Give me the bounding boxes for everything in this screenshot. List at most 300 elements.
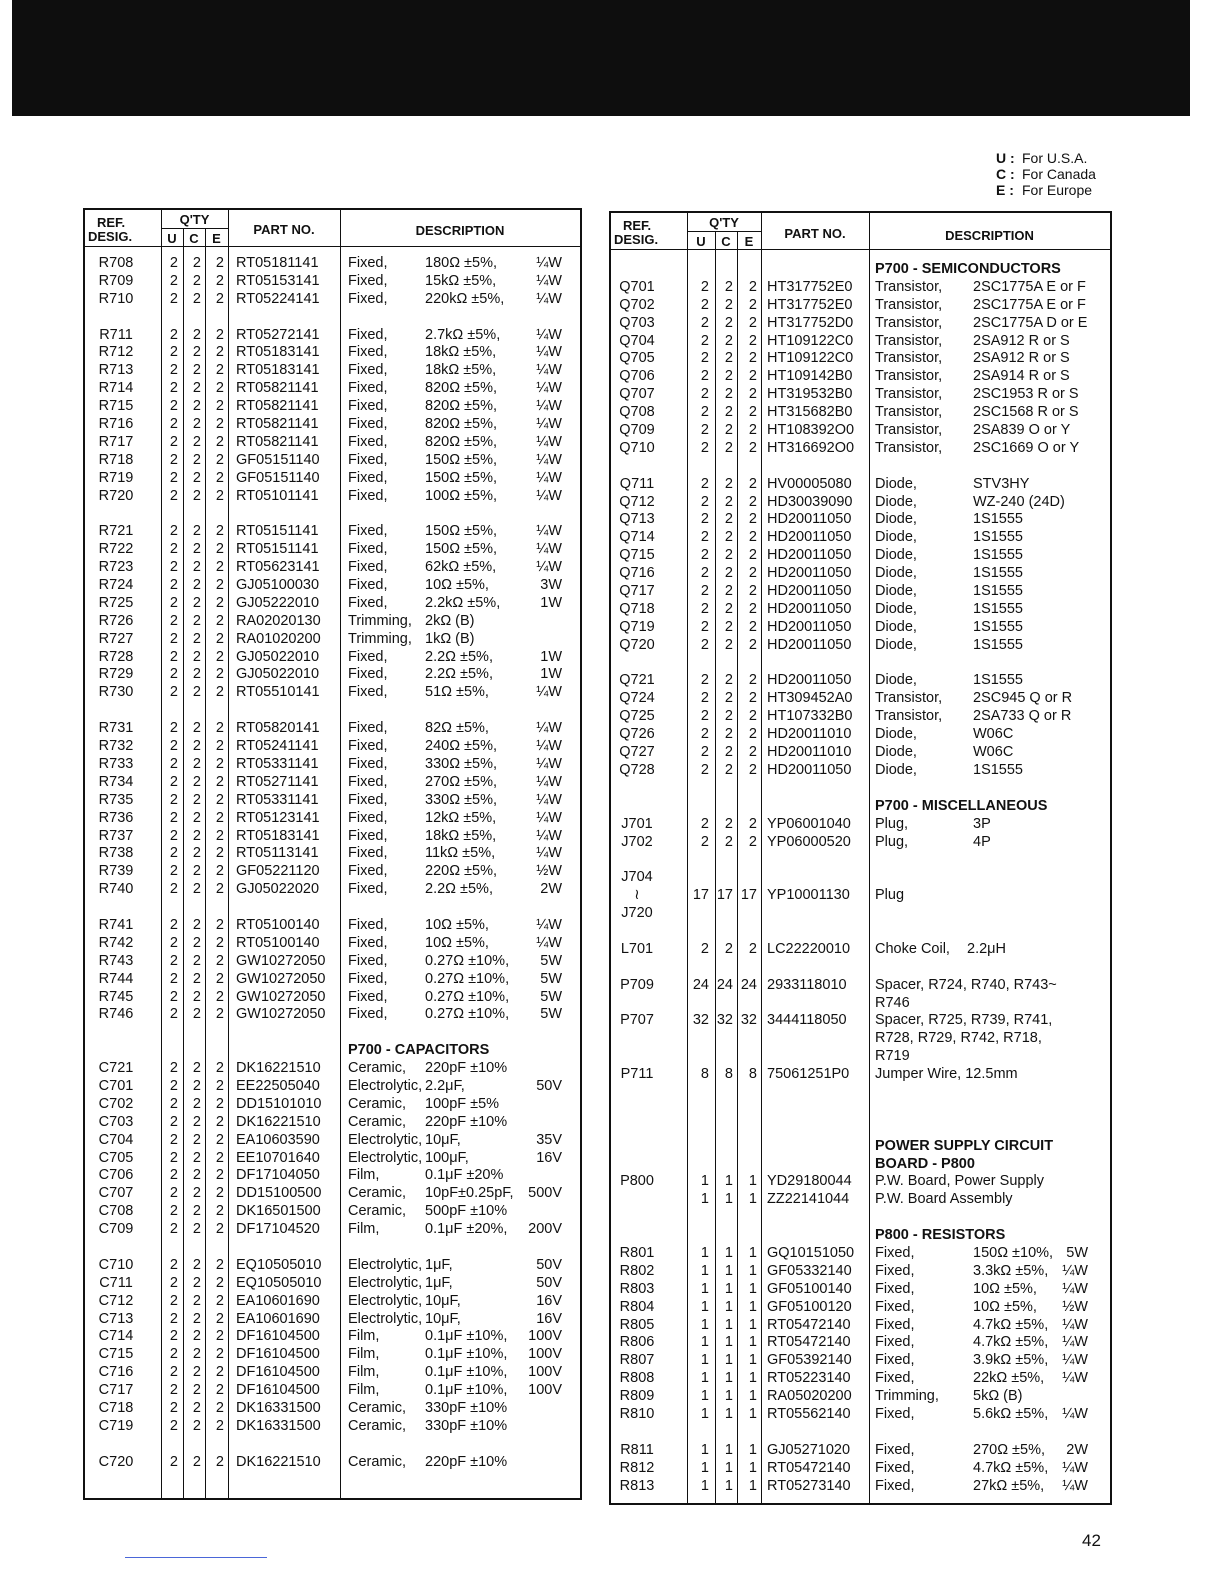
part-no: RT05183141 xyxy=(236,344,320,361)
desc-type: Diode, xyxy=(875,761,917,778)
qty-e: 1 xyxy=(748,1280,757,1297)
table-row xyxy=(85,1454,580,1472)
desc-value: 150Ω ±5%, xyxy=(425,523,498,540)
desc-value: 10Ω ±5%, xyxy=(425,916,489,933)
part-no: GF05332140 xyxy=(767,1262,852,1279)
part-no: HD20011050 xyxy=(767,529,852,546)
ref-desig: R725 xyxy=(98,594,134,611)
spacer-row xyxy=(611,851,1110,869)
desc-value: 1μF, xyxy=(425,1274,453,1291)
table-row xyxy=(611,1478,1110,1496)
part-no: RT05151141 xyxy=(236,541,319,558)
ref-desig: R812 xyxy=(619,1459,655,1476)
table-row xyxy=(611,315,1110,333)
part-no: GJ05222010 xyxy=(236,594,320,611)
qty-u: 2 xyxy=(700,618,709,635)
qty-e: 2 xyxy=(215,1077,224,1094)
desc-value: 0.1μF ±10%, xyxy=(425,1346,508,1363)
ref-desig: R714 xyxy=(98,380,134,397)
qty-c: 2 xyxy=(724,744,733,761)
part-no: RT05821141 xyxy=(236,380,319,397)
qty-u: 1 xyxy=(700,1262,709,1279)
part-no: GF05392140 xyxy=(767,1352,852,1369)
qty-u: 2 xyxy=(169,1346,178,1363)
table-row xyxy=(85,1221,580,1239)
desc-value: 0.1μF ±10%, xyxy=(425,1364,508,1381)
qty-c: 1 xyxy=(724,1406,733,1422)
qty-c: 2 xyxy=(724,815,733,832)
qty-u: 2 xyxy=(700,940,709,957)
qty-e: 32 xyxy=(740,1012,757,1029)
spacer-row xyxy=(85,1024,580,1042)
desc-type: Fixed, xyxy=(348,845,388,862)
qty-c: 2 xyxy=(724,583,733,600)
desc-type: Electrolytic, xyxy=(348,1131,423,1148)
qty-u: 2 xyxy=(169,755,178,772)
ref-desig: P709 xyxy=(620,976,654,993)
qty-u: 1 xyxy=(700,1334,709,1351)
desc-type: Diode, xyxy=(875,726,917,743)
qty-e: 1 xyxy=(748,1298,757,1315)
part-no: HD20011050 xyxy=(767,636,852,653)
desc-type: Plug, xyxy=(875,833,909,850)
qty-c: 2 xyxy=(724,368,733,385)
part-no: GW10272050 xyxy=(236,952,326,969)
qty-c: 2 xyxy=(192,612,201,629)
part-no: RT05272141 xyxy=(236,326,320,343)
qty-u: 2 xyxy=(700,690,709,707)
qty-u: 2 xyxy=(169,970,178,987)
ref-desig: R717 xyxy=(98,433,134,450)
qty-c: 2 xyxy=(724,618,733,635)
desc-type: Fixed, xyxy=(875,1334,915,1351)
qty-u: 2 xyxy=(169,630,178,647)
ref-desig: R709 xyxy=(98,272,134,289)
ref-desig: C715 xyxy=(98,1346,134,1363)
desc-type: Fixed, xyxy=(348,916,388,933)
desc-value: 1S1555 xyxy=(973,547,1023,564)
desc-type: Diode, xyxy=(875,583,917,600)
desc-value: 82Ω ±5%, xyxy=(425,720,489,737)
desc-type: Transistor, xyxy=(875,296,943,313)
qty-c: 2 xyxy=(724,672,733,689)
qty-c: 1 xyxy=(724,1459,733,1476)
ref-desig: Q719 xyxy=(619,618,655,635)
table-row xyxy=(85,756,580,774)
desc-value: 10μF, xyxy=(425,1310,461,1327)
qty-c: 2 xyxy=(192,523,201,540)
ref-desig: R746 xyxy=(98,1006,134,1023)
table-row xyxy=(611,977,1110,995)
desc-value: STV3HY xyxy=(973,475,1030,492)
table-row xyxy=(85,989,580,1007)
qty-c: 2 xyxy=(192,630,201,647)
qty-e: 2 xyxy=(215,970,224,987)
desc-value: 0.27Ω ±10%, xyxy=(425,1006,510,1023)
ref-desig: Q704 xyxy=(619,332,655,349)
qty-e: 2 xyxy=(215,326,224,343)
ref-desig: Q705 xyxy=(619,350,655,367)
desc-value: 27kΩ ±5%, xyxy=(973,1477,1045,1494)
part-no: RT05183141 xyxy=(236,827,320,844)
qty-c: 2 xyxy=(192,577,201,594)
desc-type: Film, xyxy=(348,1221,380,1238)
qty-e: 2 xyxy=(215,1203,224,1220)
table-row xyxy=(611,1352,1110,1370)
qty-c: 1 xyxy=(724,1370,733,1387)
desc-type: Fixed, xyxy=(348,255,388,271)
ref-desig: R730 xyxy=(98,684,134,701)
qty-c: 2 xyxy=(192,1203,201,1220)
table-row xyxy=(85,362,580,380)
desc-rating: ¼W xyxy=(536,916,562,933)
table-row xyxy=(85,255,580,273)
desc-type: Choke Coil, xyxy=(875,940,950,957)
table-row xyxy=(611,1370,1110,1388)
qty-e: 2 xyxy=(215,487,224,504)
ref-desig: C701 xyxy=(98,1077,134,1094)
desc-type: Diode, xyxy=(875,565,917,582)
qty-u: 2 xyxy=(169,952,178,969)
desc-rating: ¼W xyxy=(536,684,562,701)
desc-type: Jumper Wire, 12.5mm xyxy=(875,1066,1018,1083)
qty-e: 2 xyxy=(215,594,224,611)
desc-type: Fixed, xyxy=(348,791,388,808)
table-row xyxy=(611,905,1110,923)
qty-c: 2 xyxy=(724,422,733,439)
ref-desig: R713 xyxy=(98,362,134,379)
desc-rating: 50V xyxy=(536,1274,562,1291)
part-no: DK16501500 xyxy=(236,1203,321,1220)
ref-desig: C712 xyxy=(98,1292,134,1309)
desc-rating: ¼W xyxy=(536,755,562,772)
desc-type: Ceramic, xyxy=(348,1203,407,1220)
legend-key: C : xyxy=(996,166,1015,182)
qty-u: 2 xyxy=(169,1417,178,1434)
desc-rating: 5W xyxy=(1066,1244,1088,1261)
table-row xyxy=(85,559,580,577)
desc-value: 2.2μF, xyxy=(425,1077,465,1094)
qty-u: 2 xyxy=(169,559,178,576)
qty-u: 1 xyxy=(700,1244,709,1261)
ref-desig: Q707 xyxy=(619,386,655,403)
desc-type: Ceramic, xyxy=(348,1060,407,1077)
part-no: HT109142B0 xyxy=(767,368,853,385)
qty-e: 2 xyxy=(215,469,224,486)
qty-u: 1 xyxy=(700,1173,709,1190)
qty-c: 2 xyxy=(192,1382,201,1399)
qty-c: 1 xyxy=(724,1388,733,1405)
qty-c: 2 xyxy=(192,809,201,826)
part-no: ZZ22141044 xyxy=(767,1191,850,1208)
desc-type: R746 xyxy=(875,994,910,1011)
qty-e: 2 xyxy=(215,255,224,271)
qty-u: 2 xyxy=(169,648,178,665)
desc-rating: ¼W xyxy=(536,720,562,737)
ref-desig: Q725 xyxy=(619,708,655,725)
qty-e: 2 xyxy=(215,648,224,665)
qty-u: 2 xyxy=(700,672,709,689)
header-e: E xyxy=(212,231,221,246)
qty-e: 2 xyxy=(215,1167,224,1184)
qty-e: 2 xyxy=(215,272,224,289)
qty-e: 2 xyxy=(215,1310,224,1327)
part-no: EA10601690 xyxy=(236,1292,320,1309)
ref-desig: R806 xyxy=(619,1334,655,1351)
qty-c: 2 xyxy=(192,791,201,808)
desc-type: Film, xyxy=(348,1364,380,1381)
qty-u: 2 xyxy=(700,529,709,546)
desc-type: Fixed, xyxy=(348,773,388,790)
table-row xyxy=(611,869,1110,887)
ref-desig: C721 xyxy=(98,1060,134,1077)
qty-u: 2 xyxy=(169,1256,178,1273)
part-no: RT05273140 xyxy=(767,1477,851,1494)
qty-c: 2 xyxy=(724,565,733,582)
desc-value: WZ-240 (24D) xyxy=(973,493,1065,510)
ref-desig: C705 xyxy=(98,1149,134,1166)
qty-u: 2 xyxy=(700,493,709,510)
qty-u: 2 xyxy=(169,934,178,951)
qty-u: 2 xyxy=(169,809,178,826)
table-row xyxy=(85,971,580,989)
qty-u: 2 xyxy=(169,398,178,415)
spacer-row xyxy=(611,1209,1110,1227)
table-row xyxy=(611,1406,1110,1424)
table-row xyxy=(611,297,1110,315)
table-row xyxy=(611,1048,1110,1066)
ref-desig: R733 xyxy=(98,755,134,772)
ref-desig: Q714 xyxy=(619,529,655,546)
desc-value: 1S1555 xyxy=(973,672,1023,689)
qty-c: 2 xyxy=(724,404,733,421)
part-no: DF16104500 xyxy=(236,1346,320,1363)
part-no: RT05271141 xyxy=(236,773,319,790)
desc-value: 3P xyxy=(973,815,991,832)
legend-text: For U.S.A. xyxy=(1022,150,1088,166)
desc-rating: 35V xyxy=(536,1131,562,1148)
ref-desig: Q728 xyxy=(619,761,655,778)
part-no: HT317752E0 xyxy=(767,278,853,295)
qty-e: 2 xyxy=(215,1453,224,1470)
part-no: HT317752D0 xyxy=(767,314,854,331)
qty-u: 1 xyxy=(700,1459,709,1476)
qty-u: 1 xyxy=(700,1352,709,1369)
qty-e: 2 xyxy=(215,1292,224,1309)
desc-value: 2SC1669 O or Y xyxy=(973,439,1080,456)
desc-type: Diode, xyxy=(875,672,917,689)
qty-e: 2 xyxy=(215,666,224,683)
desc-type: P.W. Board, Power Supply xyxy=(875,1173,1044,1190)
table-row xyxy=(611,672,1110,690)
section-heading: BOARD - P800 xyxy=(875,1155,975,1172)
desc-value: 100Ω ±5%, xyxy=(425,487,498,504)
qty-c: 2 xyxy=(192,469,201,486)
part-no: DF17104050 xyxy=(236,1167,320,1184)
desc-type: Transistor, xyxy=(875,708,943,725)
ref-desig: R722 xyxy=(98,541,134,558)
part-no: RT05151141 xyxy=(236,523,319,540)
qty-c: 2 xyxy=(724,493,733,510)
qty-c: 2 xyxy=(192,1060,201,1077)
desc-type: Fixed, xyxy=(348,290,388,307)
qty-c: 2 xyxy=(192,272,201,289)
qty-c: 1 xyxy=(724,1334,733,1351)
table-row xyxy=(611,511,1110,529)
qty-u: 2 xyxy=(700,439,709,456)
desc-value: 2.2Ω ±5%, xyxy=(425,648,493,665)
ref-desig: Q708 xyxy=(619,404,655,421)
table-row xyxy=(85,1400,580,1418)
section-heading: P700 - SEMICONDUCTORS xyxy=(875,261,1061,277)
qty-c: 2 xyxy=(192,1006,201,1023)
qty-c: 2 xyxy=(192,1292,201,1309)
ref-desig: R728 xyxy=(98,648,134,665)
desc-rating: 1W xyxy=(540,648,562,665)
ref-desig: R720 xyxy=(98,487,134,504)
qty-e: 1 xyxy=(748,1406,757,1422)
qty-c: 2 xyxy=(192,1400,201,1416)
qty-e: 2 xyxy=(748,386,757,403)
table-row xyxy=(85,1257,580,1275)
qty-e: 2 xyxy=(748,529,757,546)
desc-rating: ¼W xyxy=(536,344,562,361)
table-row xyxy=(611,1012,1110,1030)
qty-u: 2 xyxy=(169,255,178,271)
ref-desig: P707 xyxy=(620,1012,654,1029)
table-row xyxy=(611,1299,1110,1317)
part-no: 75061251P0 xyxy=(767,1066,850,1083)
part-no: EE22505040 xyxy=(236,1077,320,1094)
desc-value: 10Ω ±5%, xyxy=(973,1298,1037,1315)
table-row xyxy=(85,828,580,846)
table-row xyxy=(85,1275,580,1293)
qty-u: 2 xyxy=(700,636,709,653)
ref-desig: C720 xyxy=(98,1453,134,1470)
desc-type: Electrolytic, xyxy=(348,1274,423,1291)
qty-e: 2 xyxy=(215,755,224,772)
qty-u: 24 xyxy=(692,976,709,993)
qty-e: 2 xyxy=(215,791,224,808)
desc-type: R719 xyxy=(875,1048,910,1065)
desc-rating: ¼W xyxy=(1062,1406,1088,1422)
qty-u: 2 xyxy=(169,881,178,898)
spacer-row xyxy=(611,780,1110,798)
qty-c: 2 xyxy=(724,314,733,331)
qty-c: 2 xyxy=(192,755,201,772)
desc-value: 2SA912 R or S xyxy=(973,332,1070,349)
table-row xyxy=(85,1006,580,1024)
qty-e: 2 xyxy=(748,439,757,456)
desc-value: 2SC1953 R or S xyxy=(973,386,1079,403)
qty-u: 2 xyxy=(169,1292,178,1309)
desc-value: 240Ω ±5%, xyxy=(425,738,498,755)
desc-value: 10pF±0.25pF, xyxy=(425,1185,514,1202)
spacer-row xyxy=(611,1084,1110,1102)
table-row xyxy=(611,404,1110,422)
desc-value: 2.2Ω ±5%, xyxy=(425,666,493,683)
table-row xyxy=(85,541,580,559)
table-row xyxy=(85,863,580,881)
part-no: RA05020200 xyxy=(767,1388,852,1405)
desc-value: 1S1555 xyxy=(973,529,1023,546)
desc-rating: ¼W xyxy=(536,827,562,844)
qty-u: 2 xyxy=(169,1310,178,1327)
qty-u: 2 xyxy=(169,1113,178,1130)
part-no: DD15101010 xyxy=(236,1095,322,1112)
qty-c: 2 xyxy=(192,1095,201,1112)
part-no: HT109122C0 xyxy=(767,350,854,367)
desc-rating: 5W xyxy=(540,952,562,969)
desc-type: Ceramic, xyxy=(348,1095,407,1112)
desc-value: 18kΩ ±5%, xyxy=(425,827,497,844)
qty-c: 2 xyxy=(192,1077,201,1094)
qty-e: 2 xyxy=(215,362,224,379)
qty-u: 2 xyxy=(700,815,709,832)
qty-c: 1 xyxy=(724,1316,733,1333)
part-no: DF17104520 xyxy=(236,1221,320,1238)
qty-c: 2 xyxy=(192,827,201,844)
qty-e: 2 xyxy=(748,314,757,331)
spacer-row xyxy=(611,1424,1110,1442)
qty-e: 2 xyxy=(215,1382,224,1399)
desc-type: Fixed, xyxy=(875,1244,915,1261)
desc-type: Electrolytic, xyxy=(348,1256,423,1273)
desc-value: 0.1μF ±10%, xyxy=(425,1328,508,1345)
ref-desig: R710 xyxy=(98,290,134,307)
qty-c: 1 xyxy=(724,1352,733,1369)
desc-value: 100pF ±5% xyxy=(425,1095,500,1112)
ref-desig: ≀ xyxy=(634,887,640,904)
qty-u: 2 xyxy=(700,422,709,439)
part-no: GW10272050 xyxy=(236,1006,326,1023)
qty-u: 2 xyxy=(169,773,178,790)
ref-desig: R716 xyxy=(98,416,134,433)
desc-value: 15kΩ ±5%, xyxy=(425,272,497,289)
part-no: RT05100140 xyxy=(236,916,320,933)
table-row xyxy=(85,1150,580,1168)
ref-desig: R711 xyxy=(99,326,133,343)
desc-value: 820Ω ±5%, xyxy=(425,380,498,397)
desc-value: W06C xyxy=(973,726,1014,743)
part-no: RT05223140 xyxy=(767,1370,851,1387)
ref-desig: R719 xyxy=(98,469,134,486)
desc-value: 12kΩ ±5%, xyxy=(425,809,497,826)
header-desig: DESIG. xyxy=(88,229,133,244)
table-row xyxy=(85,577,580,595)
desc-type: Fixed, xyxy=(348,541,388,558)
desc-value: 1S1555 xyxy=(973,618,1023,635)
desc-rating: ¼W xyxy=(536,523,562,540)
ref-desig: Q701 xyxy=(619,278,655,295)
desc-rating: 16V xyxy=(536,1149,562,1166)
spacer-row xyxy=(611,458,1110,476)
qty-c: 2 xyxy=(192,451,201,468)
desc-value: 150Ω ±5%, xyxy=(425,541,498,558)
part-no: HT319532B0 xyxy=(767,386,853,403)
qty-c: 2 xyxy=(724,278,733,295)
qty-u: 2 xyxy=(169,577,178,594)
qty-e: 2 xyxy=(215,952,224,969)
qty-e: 2 xyxy=(748,296,757,313)
qty-e: 2 xyxy=(748,690,757,707)
header-qty: Q'TY xyxy=(709,215,739,230)
desc-rating: ¼W xyxy=(536,272,562,289)
part-no: RT05181141 xyxy=(236,255,319,271)
table-row xyxy=(85,935,580,953)
desc-value: 0.27Ω ±10%, xyxy=(425,970,510,987)
qty-e: 2 xyxy=(748,547,757,564)
